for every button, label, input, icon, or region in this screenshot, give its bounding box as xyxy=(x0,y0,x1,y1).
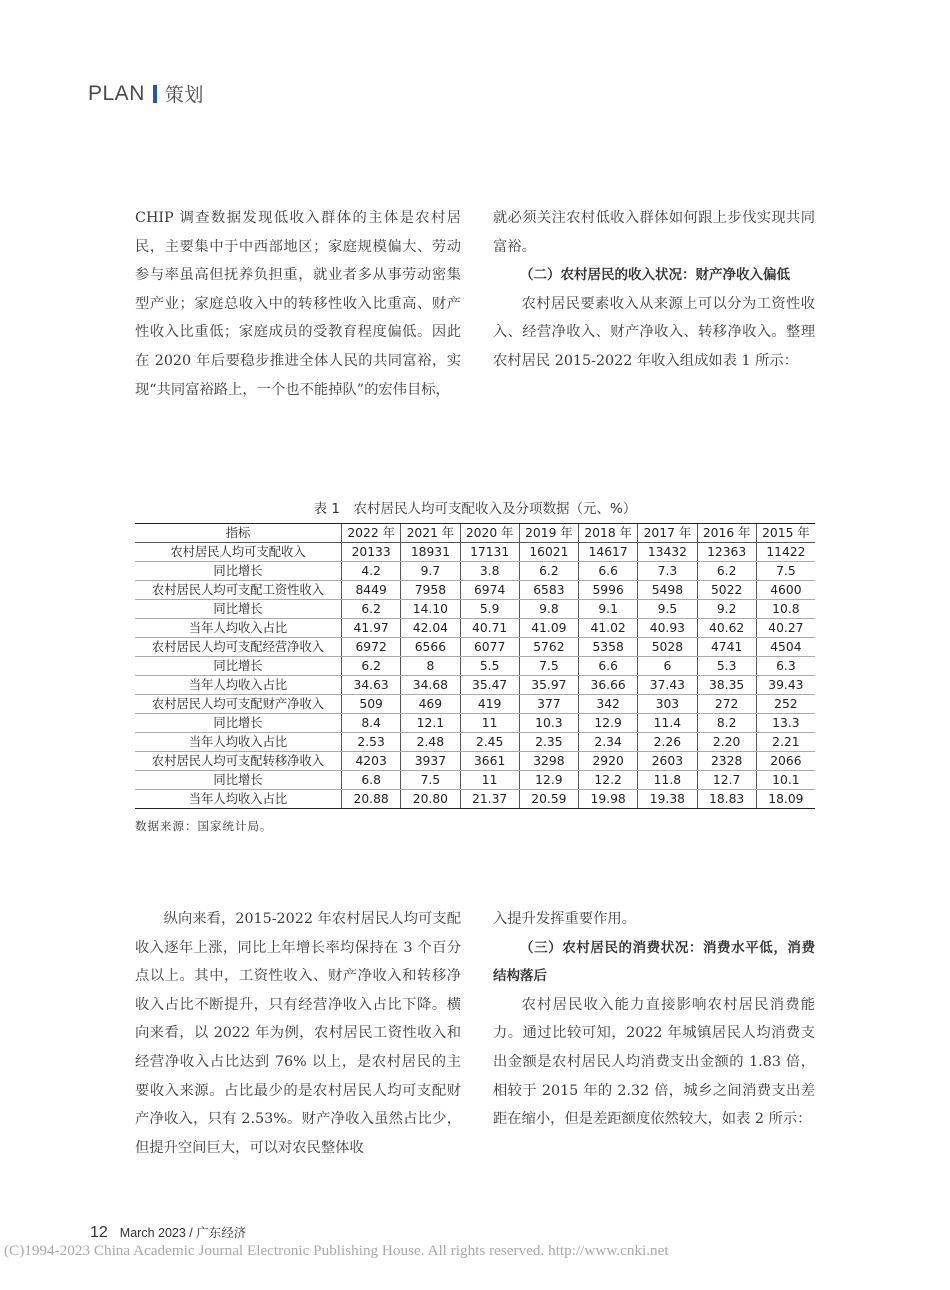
income-table xyxy=(135,523,815,809)
table-cell: 18.83 xyxy=(697,790,756,809)
table-cell: 7.5 xyxy=(756,562,815,581)
table-cell: 35.47 xyxy=(460,676,519,695)
table-cell: 9.7 xyxy=(401,562,460,581)
table-cell: 6.2 xyxy=(342,657,401,676)
table-cell: 469 xyxy=(401,695,460,714)
table-cell: 509 xyxy=(342,695,401,714)
table-cell: 4504 xyxy=(756,638,815,657)
table-header-cell: 2015 年 xyxy=(756,524,815,543)
table-header-cell: 2016 年 xyxy=(697,524,756,543)
table-cell: 37.43 xyxy=(638,676,697,695)
table-cell: 2.35 xyxy=(519,733,578,752)
table-cell: 9.8 xyxy=(519,600,578,619)
table-row xyxy=(135,714,815,733)
table-cell: 39.43 xyxy=(756,676,815,695)
table-cell: 8.2 xyxy=(697,714,756,733)
table-cell: 19.38 xyxy=(638,790,697,809)
page-header xyxy=(88,80,204,107)
table-cell: 18931 xyxy=(401,543,460,562)
table-cell: 12.1 xyxy=(401,714,460,733)
table-cell: 41.09 xyxy=(519,619,578,638)
subsection-heading: （二）农村居民的收入状况：财产净收入偏低 xyxy=(520,267,790,284)
table-cell: 5358 xyxy=(579,638,638,657)
table-cell: 36.66 xyxy=(579,676,638,695)
table-cell: 18.09 xyxy=(756,790,815,809)
table-header-row xyxy=(135,524,815,543)
issue-info: March 2023 / 广东经济 xyxy=(119,1226,247,1240)
table-cell: 6.8 xyxy=(342,771,401,790)
row-label-cell: 同比增长 xyxy=(135,562,342,581)
table-cell: 2066 xyxy=(756,752,815,771)
table-cell: 5.5 xyxy=(460,657,519,676)
table-cell: 12.2 xyxy=(579,771,638,790)
page-footer xyxy=(90,1223,246,1242)
row-label-cell: 当年人均收入占比 xyxy=(135,676,342,695)
table-cell: 11.8 xyxy=(638,771,697,790)
row-label-cell: 当年人均收入占比 xyxy=(135,619,342,638)
table-cell: 20.59 xyxy=(519,790,578,809)
table-header-cell: 指标 xyxy=(135,524,342,543)
table-cell: 9.5 xyxy=(638,600,697,619)
table-cell: 6.3 xyxy=(756,657,815,676)
table-cell: 3937 xyxy=(401,752,460,771)
table-cell: 5.9 xyxy=(460,600,519,619)
table-cell: 14.10 xyxy=(401,600,460,619)
row-label-cell: 农村居民人均可支配财产净收入 xyxy=(135,695,342,714)
table-cell: 7.3 xyxy=(638,562,697,581)
paragraph: 入提升发挥重要作用。 xyxy=(493,911,636,927)
table-cell: 6974 xyxy=(460,581,519,600)
table-cell: 8449 xyxy=(342,581,401,600)
table-row xyxy=(135,676,815,695)
table-cell: 34.63 xyxy=(342,676,401,695)
table-cell: 5762 xyxy=(519,638,578,657)
table-cell: 20133 xyxy=(342,543,401,562)
table-cell: 20.88 xyxy=(342,790,401,809)
table-cell: 11 xyxy=(460,771,519,790)
table-cell: 5022 xyxy=(697,581,756,600)
table-cell: 8.4 xyxy=(342,714,401,733)
table-cell: 6972 xyxy=(342,638,401,657)
row-label-cell: 当年人均收入占比 xyxy=(135,790,342,809)
table-cell: 7.5 xyxy=(519,657,578,676)
table-row xyxy=(135,657,815,676)
row-label-cell: 同比增长 xyxy=(135,657,342,676)
table-cell: 34.68 xyxy=(401,676,460,695)
table-cell: 11 xyxy=(460,714,519,733)
header-divider-bar xyxy=(153,85,157,103)
table-cell: 8 xyxy=(401,657,460,676)
table-cell: 14617 xyxy=(579,543,638,562)
row-label-cell: 农村居民人均可支配工资性收入 xyxy=(135,581,342,600)
table-cell: 12.9 xyxy=(519,771,578,790)
table-row xyxy=(135,790,815,809)
table-cell: 40.27 xyxy=(756,619,815,638)
table-cell: 2.21 xyxy=(756,733,815,752)
table-cell: 10.8 xyxy=(756,600,815,619)
subsection-heading: （三）农村居民的消费状况：消费水平低，消费结构落后 xyxy=(493,939,815,985)
text-column-bottom-left xyxy=(135,905,461,1162)
table-row xyxy=(135,638,815,657)
table-cell: 2920 xyxy=(579,752,638,771)
table-cell: 3.8 xyxy=(460,562,519,581)
row-label-cell: 同比增长 xyxy=(135,600,342,619)
table-cell: 5996 xyxy=(579,581,638,600)
table-header-cell: 2017 年 xyxy=(638,524,697,543)
table-cell: 272 xyxy=(697,695,756,714)
table-header-cell: 2018 年 xyxy=(579,524,638,543)
row-label-cell: 当年人均收入占比 xyxy=(135,733,342,752)
table-cell: 419 xyxy=(460,695,519,714)
header-plan: PLAN xyxy=(88,81,145,105)
table-header-cell: 2022 年 xyxy=(342,524,401,543)
table-cell: 2.34 xyxy=(579,733,638,752)
table-cell: 11422 xyxy=(756,543,815,562)
row-label-cell: 农村居民人均可支配经营净收入 xyxy=(135,638,342,657)
table-cell: 38.35 xyxy=(697,676,756,695)
table-cell: 10.3 xyxy=(519,714,578,733)
table-cell: 42.04 xyxy=(401,619,460,638)
table-cell: 12.7 xyxy=(697,771,756,790)
copyright-watermark: (C)1994-2023 China Academic Journal Electronic Publishing House. All rights reserved. http://www.cnki.net xyxy=(4,1242,669,1259)
table-row xyxy=(135,581,815,600)
table-cell: 5028 xyxy=(638,638,697,657)
table-row xyxy=(135,733,815,752)
text-column-top-left xyxy=(135,204,461,404)
table-cell: 6.2 xyxy=(697,562,756,581)
table-row xyxy=(135,600,815,619)
table-header-cell: 2020 年 xyxy=(460,524,519,543)
table-cell: 13.3 xyxy=(756,714,815,733)
table-cell: 377 xyxy=(519,695,578,714)
table-cell: 3661 xyxy=(460,752,519,771)
table-cell: 6.6 xyxy=(579,657,638,676)
table-cell: 7958 xyxy=(401,581,460,600)
table-cell: 2603 xyxy=(638,752,697,771)
table-row xyxy=(135,562,815,581)
table-source: 数据来源：国家统计局。 xyxy=(135,819,273,833)
paragraph: 农村居民要素收入从来源上可以分为工资性收入、经营净收入、财产净收入、转移净收入。整理农村居民 2015-2022 年收入组成如表 1 所示： xyxy=(493,295,815,369)
row-label-cell: 同比增长 xyxy=(135,771,342,790)
table-cell: 21.37 xyxy=(460,790,519,809)
table-cell: 6077 xyxy=(460,638,519,657)
paragraph: 就必须关注农村低收入群体如何跟上步伐实现共同富裕。 xyxy=(493,210,815,255)
table-cell: 4.2 xyxy=(342,562,401,581)
row-label-cell: 同比增长 xyxy=(135,714,342,733)
row-label-cell: 农村居民人均可支配收入 xyxy=(135,543,342,562)
table-cell: 2.20 xyxy=(697,733,756,752)
table-cell: 40.93 xyxy=(638,619,697,638)
table-cell: 12.9 xyxy=(579,714,638,733)
text-column-bottom-right xyxy=(493,905,815,1134)
table-cell: 5498 xyxy=(638,581,697,600)
table-cell: 4203 xyxy=(342,752,401,771)
row-label-cell: 农村居民人均可支配转移净收入 xyxy=(135,752,342,771)
table-caption: 表 1 农村居民人均可支配收入及分项数据（元、%） xyxy=(313,501,637,517)
paragraph: 纵向来看，2015-2022 年农村居民人均可支配收入逐年上涨，同比上年增长率均保持在 3 个百分点以上。其中，工资性收入、财产净收入和转移净收入占比不断提升，只有经营净收入占比下降。横向来看，以 2022 年为例，农村居民工资性收入和经营净收入占比达到 76% 以上，是农村居民的主要收入来源。占比最少的是农村居民人均可支配财产净收入，只有 2.53%。财产净收入虽然占比少，但提升空间巨大，可以对农民整体收 xyxy=(135,911,461,1156)
table-cell: 16021 xyxy=(519,543,578,562)
table-cell: 303 xyxy=(638,695,697,714)
table-cell: 9.2 xyxy=(697,600,756,619)
paragraph: 农村居民收入能力直接影响农村居民消费能力。通过比较可知，2022 年城镇居民人均消费支出金额是农村居民人均消费支出金额的 1.83 倍，相较于 2015 年的 2.32 倍，城乡之间消费支出差距在缩小，但是差距额度依然较大，如表 2 所示： xyxy=(493,996,815,1128)
table-row xyxy=(135,543,815,562)
table-header-cell: 2019 年 xyxy=(519,524,578,543)
table-row xyxy=(135,771,815,790)
table-cell: 2328 xyxy=(697,752,756,771)
table-cell: 2.45 xyxy=(460,733,519,752)
table-cell: 13432 xyxy=(638,543,697,562)
table-cell: 2.48 xyxy=(401,733,460,752)
table-cell: 41.02 xyxy=(579,619,638,638)
table-cell: 6.6 xyxy=(579,562,638,581)
table-cell: 2.53 xyxy=(342,733,401,752)
table-cell: 40.62 xyxy=(697,619,756,638)
table-cell: 10.1 xyxy=(756,771,815,790)
table-cell: 6583 xyxy=(519,581,578,600)
table-cell: 9.1 xyxy=(579,600,638,619)
table-cell: 12363 xyxy=(697,543,756,562)
table-cell: 252 xyxy=(756,695,815,714)
table-cell: 3298 xyxy=(519,752,578,771)
table-cell: 20.80 xyxy=(401,790,460,809)
table-cell: 342 xyxy=(579,695,638,714)
page-number: 12 xyxy=(90,1224,108,1241)
table-cell: 4600 xyxy=(756,581,815,600)
table-cell: 6.2 xyxy=(342,600,401,619)
table-cell: 2.26 xyxy=(638,733,697,752)
table-cell: 40.71 xyxy=(460,619,519,638)
header-section: 策划 xyxy=(164,84,204,106)
table-cell: 6 xyxy=(638,657,697,676)
table-cell: 6566 xyxy=(401,638,460,657)
table-row xyxy=(135,752,815,771)
table-cell: 35.97 xyxy=(519,676,578,695)
table-cell: 6.2 xyxy=(519,562,578,581)
table-cell: 5.3 xyxy=(697,657,756,676)
paragraph: CHIP 调查数据发现低收入群体的主体是农村居民，主要集中于中西部地区；家庭规模偏大、劳动参与率虽高但抚养负担重，就业者多从事劳动密集型产业；家庭总收入中的转移性收入比重高、财产性收入比重低；家庭成员的受教育程度偏低。因此在 2020 年后要稳步推进全体人民的共同富裕，实现“共同富裕路上，一个也不能掉队”的宏伟目标， xyxy=(135,210,461,398)
table-row xyxy=(135,695,815,714)
table-cell: 41.97 xyxy=(342,619,401,638)
table-cell: 17131 xyxy=(460,543,519,562)
table-cell: 11.4 xyxy=(638,714,697,733)
table-cell: 19.98 xyxy=(579,790,638,809)
table-row xyxy=(135,619,815,638)
table-cell: 7.5 xyxy=(401,771,460,790)
text-column-top-right xyxy=(493,204,815,376)
table-header-cell: 2021 年 xyxy=(401,524,460,543)
table-cell: 4741 xyxy=(697,638,756,657)
